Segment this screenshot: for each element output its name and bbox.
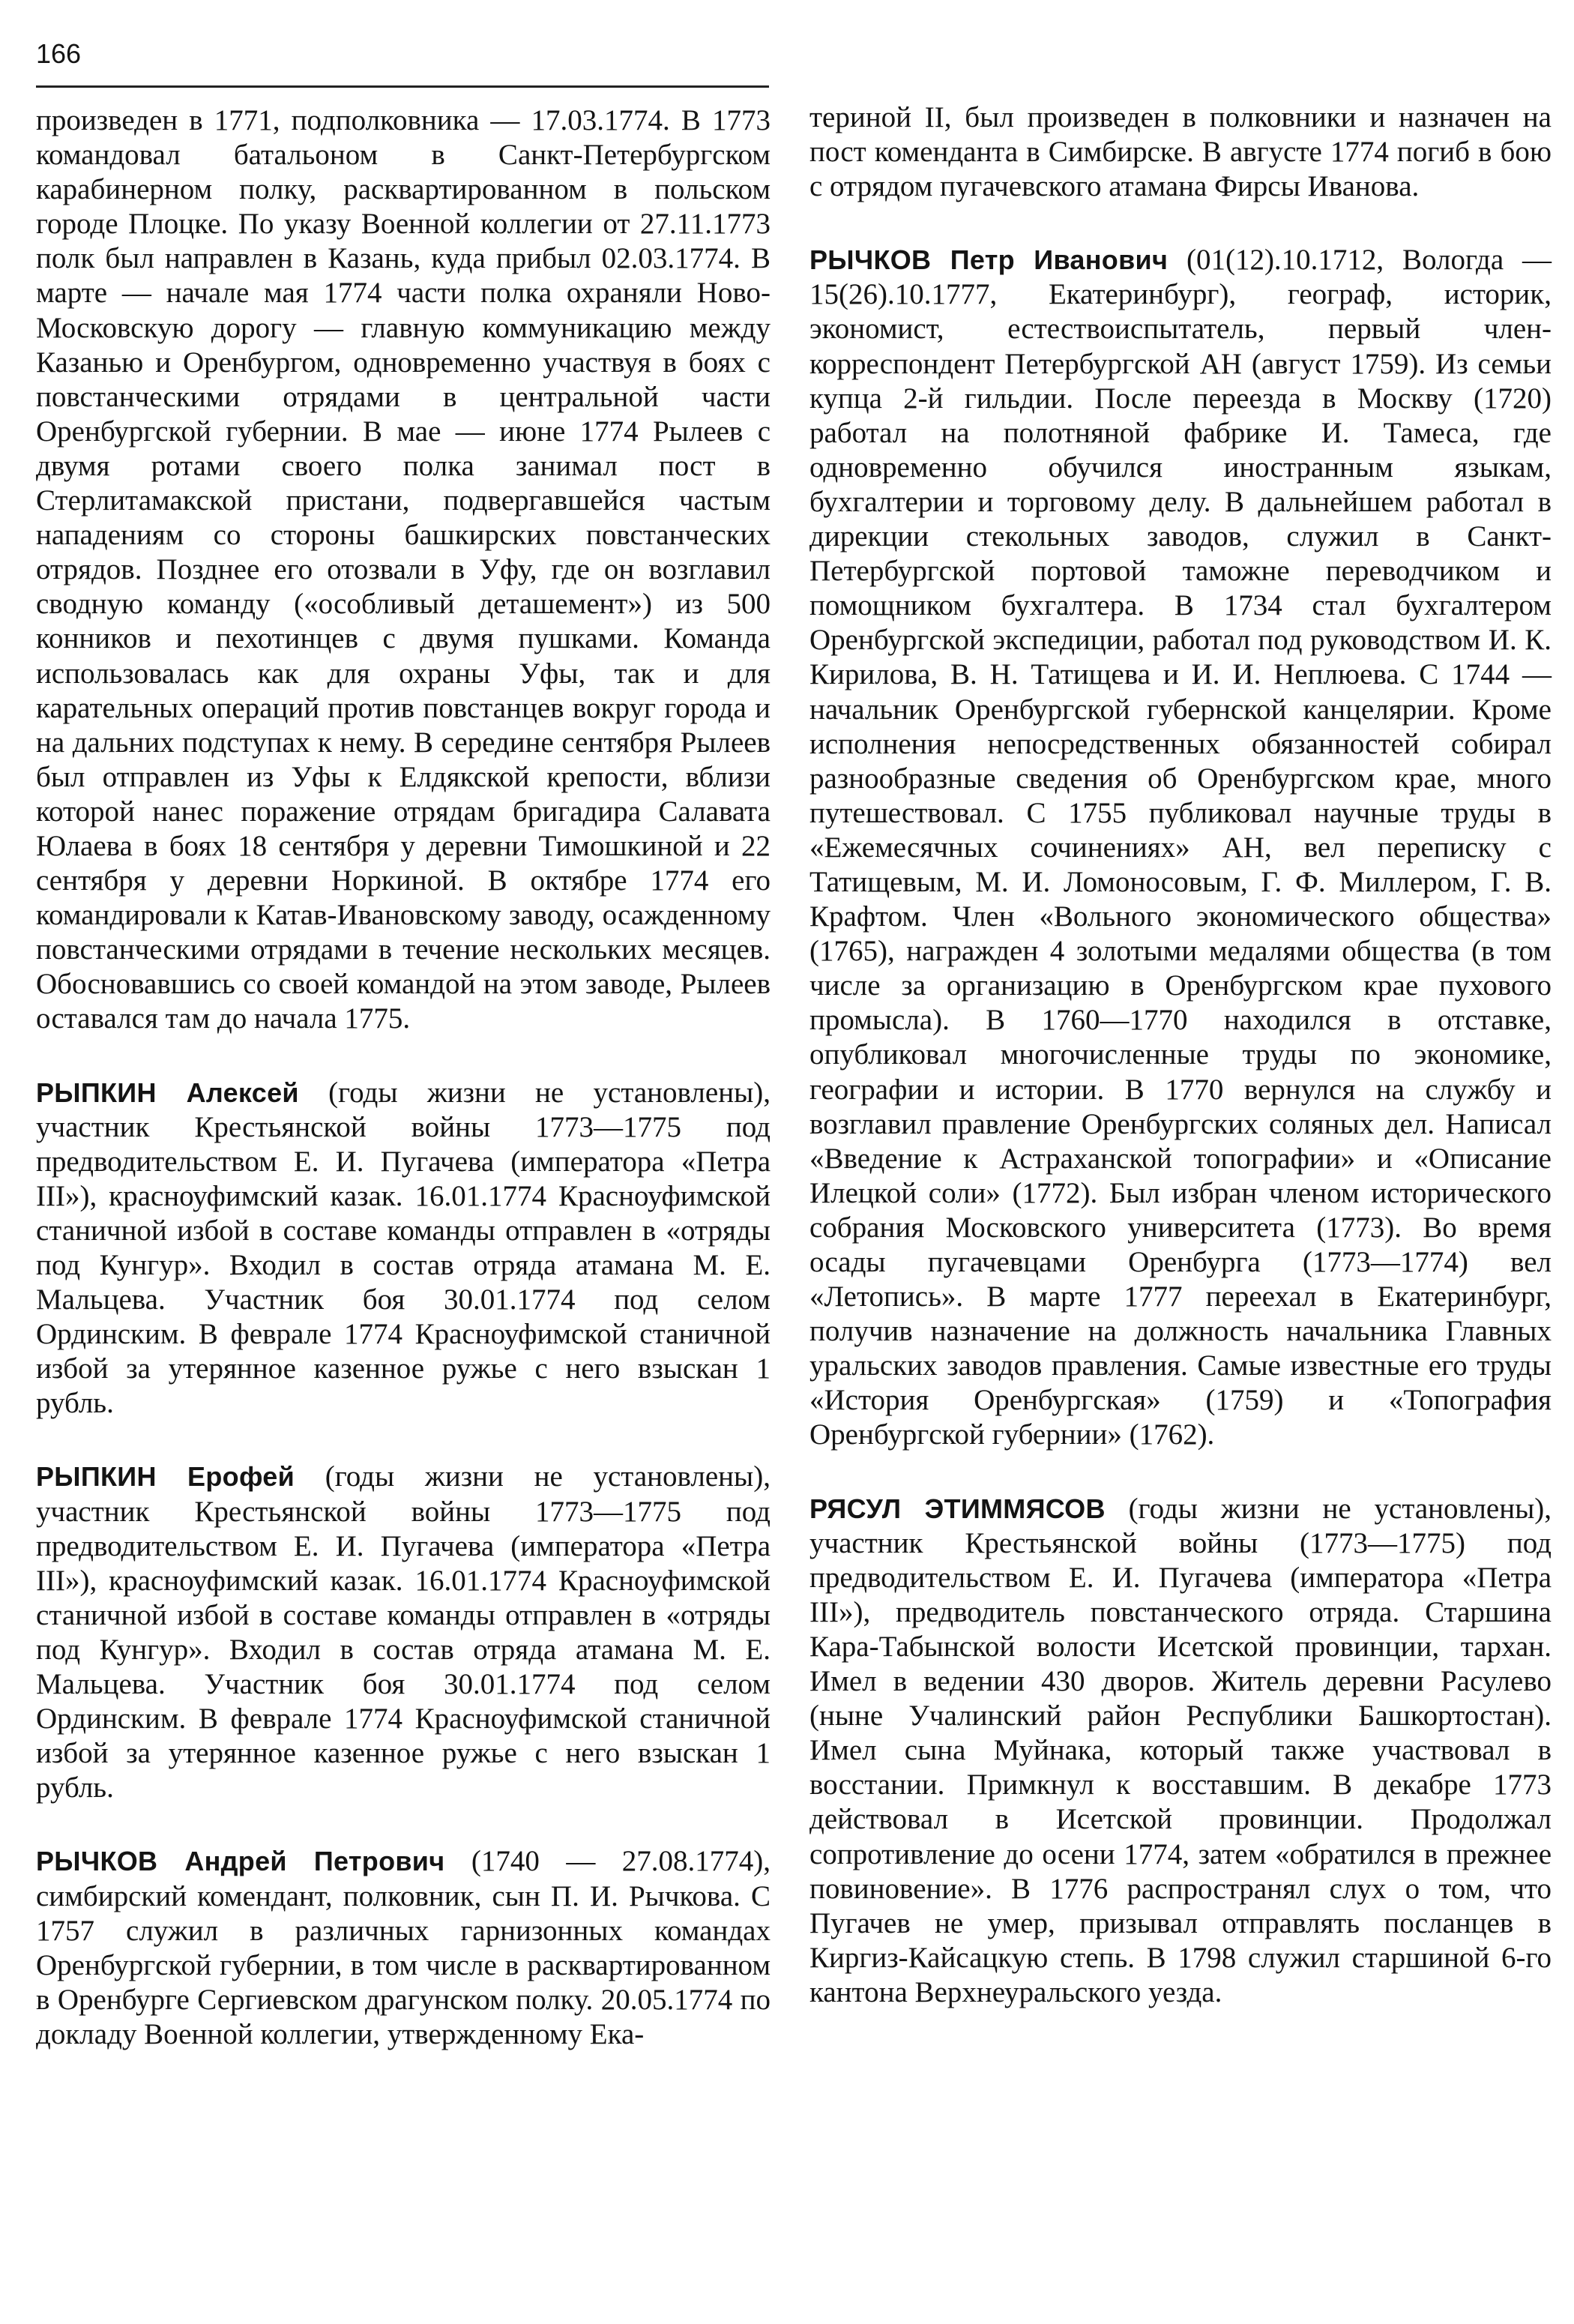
entry-headword: РЫПКИН Алексей (36, 1077, 299, 1108)
entry-headword: РЫПКИН Ерофей (36, 1461, 295, 1493)
entry-rypkin-aleksei (36, 1076, 771, 1421)
entry-rypkin-erofei (36, 1460, 771, 1805)
continued-entry-text: произведен в 1771, подполковника — 17.03.1774. В 1773 командовал батальоном в Санкт-Петербургском карабинерном полку, расквартированном в польском городе Плоцке. По указу Военной коллегии от 27.11.1773 полк был направлен в Казань, куда прибыл 02.03.1774. В марте — начале мая 1774 части полка охраняли Ново-Московскую дорогу — главную коммуникацию между Казанью и Оренбургом, одновременно участвуя в боях с повстанческими отрядами в центральной части Оренбургской губернии. В мае — июне 1774 Рылеев с двумя ротами своего полка занимал пост в Стерлитамакской пристани, подвергавшейся частым нападениям со стороны башкирских повстанческих отрядов. Позднее его отозвали в Уфу, где он возглавил сводную команду («особливый деташемент») из 500 конников и пехотинцев с двумя пушками. Команда использовалась как для охраны Уфы, так и для карательных операций против повстанцев вокруг города и на дальних подступах к нему. В середине сентября Рылеев был отправлен из Уфы к Елдякской крепости, вблизи которой нанес поражение отрядам бригадира Салавата Юлаева в боях 18 сентября у деревни Тимошкиной и 22 сентября у деревни Норкиной. В октябре 1774 его командировали к Катав-Ивановскому заводу, осажденному повстанческими отрядами в течение нескольких месяцев. Обосновавшись со своей командой на этом заводе, Рылеев оставался там до начала 1775. (36, 104, 771, 1035)
entry-body: (годы жизни не установлены), участник Крестьянской войны 1773—1775 под предводительством Е. И. Пугачева (императора «Петра III»), красноуфимский казак. 16.01.1774 Красноуфимской станичной избой в составе команды отправлен в «отряды под Кунгур». Входил в состав отряда атамана М. Е. Мальцева. Участник боя 30.01.1774 под селом Ординским. В феврале 1774 Красноуфимской станичной избой за утерянное казенное ружье с него взыскан 1 рубль. (36, 1460, 771, 1804)
left-column (36, 103, 771, 2091)
header-rule (36, 85, 769, 88)
entry-body: (годы жизни не установлены), участник Крестьянской войны (1773—1775) под предводительством Е. И. Пугачева (императора «Петра III»), предводитель повстанческого отряда. Старшина Кара-Табынской волости Исетской провинции, тархан. Имел в ведении 430 дворов. Житель деревни Расулево (ныне Учалинский район Республики Башкортостан). Имел сына Муйнака, который также участвовал в восстании. Примкнул к восставшим. В декабре 1773 действовал в Исетской провинции. Продолжал сопротивление до осени 1774, затем «обратился в прежнее повиновение». В 1776 распространял слух о том, что Пугачев не умер, призывал отправлять посланцев в Киргиз-Кайсацкую степь. В 1798 служил старшиной 6-го кантона Верхнеуральского уезда. (809, 1492, 1552, 2008)
right-column (809, 100, 1552, 2049)
entry-body: (01(12).10.1712, Вологда — 15(26).10.1777, Екатеринбург), географ, историк, экономист, естествоиспытатель, первый член-корреспондент Петербургской АН (август 1759). Из семьи купца 2-й гильдии. После переезда в Москву (1720) работал на полотняной фабрике И. Тамеса, где одновременно обучился иностранным языкам, бухгалтерии и торговому делу. В дальнейшем работал в дирекции стекольных заводов, служил в Санкт-Петербургской портовой таможне переводчиком и помощником бухгалтера. В 1734 стал бухгалтером Оренбургской экспедиции, работал под руководством И. К. Кирилова, В. Н. Татищева и И. И. Неплюева. С 1744 — начальник Оренбургской губернской канцелярии. Кроме исполнения непосредственных обязанностей собирал разнообразные сведения об Оренбургском крае, много путешествовал. С 1755 публиковал научные труды в «Ежемесячных сочинениях» АН, вел переписку с Татищевым, М. И. Ломоносовым, Г. Ф. Миллером, Г. В. Крафтом. Член «Вольного экономического общества» (1765), награжден 4 золотыми медалями общества (в том числе за организацию в Оренбургском крае пухового промысла). В 1760—1770 находился в отставке, опубликовал многочисленные труды по экономике, географии и истории. В 1770 вернулся на службу и возглавил правление Оренбургских соляных дел. Написал «Введение к Астраханской топографии» и «Описание Илецкой соли» (1772). Был избран членом исторического собрания Московского университета (1773). Во время осады пугачевцами Оренбурга (1773—1774) вел «Летопись». В марте 1777 переехал в Екатеринбург, получив назначение на должность начальника Главных уральских заводов правления. Самые известные его труды «История Оренбургская» (1759) и «Топография Оренбургской губернии» (1762). (809, 244, 1552, 1451)
entry-headword: РЯСУЛ ЭТИММЯСОВ (809, 1493, 1106, 1524)
entry-headword: РЫЧКОВ Андрей Петрович (36, 1846, 445, 1877)
entry-rychkov-petr (809, 243, 1552, 1452)
entry-body: (годы жизни не установлены), участник Крестьянской войны 1773—1775 под предводительством Е. И. Пугачева (императора «Петра III»), красноуфимский казак. 16.01.1774 Красноуфимской станичной избой в составе команды отправлен в «отряды под Кунгур». Входил в состав отряда атамана М. Е. Мальцева. Участник боя 30.01.1774 под селом Ординским. В феврале 1774 Красноуфимской станичной избой за утерянное казенное ружье с него взыскан 1 рубль. (36, 1076, 771, 1420)
entry-body: (1740 — 27.08.1774), симбирский комендант, полковник, сын П. И. Рычкова. С 1757 служил в различных гарнизонных командах Оренбургской губернии, в том числе в расквартированном в Оренбурге Сергиевском драгунском полку. 20.05.1774 по докладу Военной коллегии, утвержденному Ека- (36, 1845, 771, 2050)
continued-entry-text: териной II, был произведен в полковники и назначен на пост коменданта в Симбирске. В августе 1774 погиб в бою с отрядом пугачевского атамана Фирсы Иванова. (809, 101, 1552, 203)
entry-rychkov-andrei (36, 1844, 771, 2052)
page-number: 166 (36, 38, 82, 69)
entry-ryasul-etimmyasov (809, 1492, 1552, 2010)
entry-headword: РЫЧКОВ Петр Иванович (809, 244, 1169, 276)
